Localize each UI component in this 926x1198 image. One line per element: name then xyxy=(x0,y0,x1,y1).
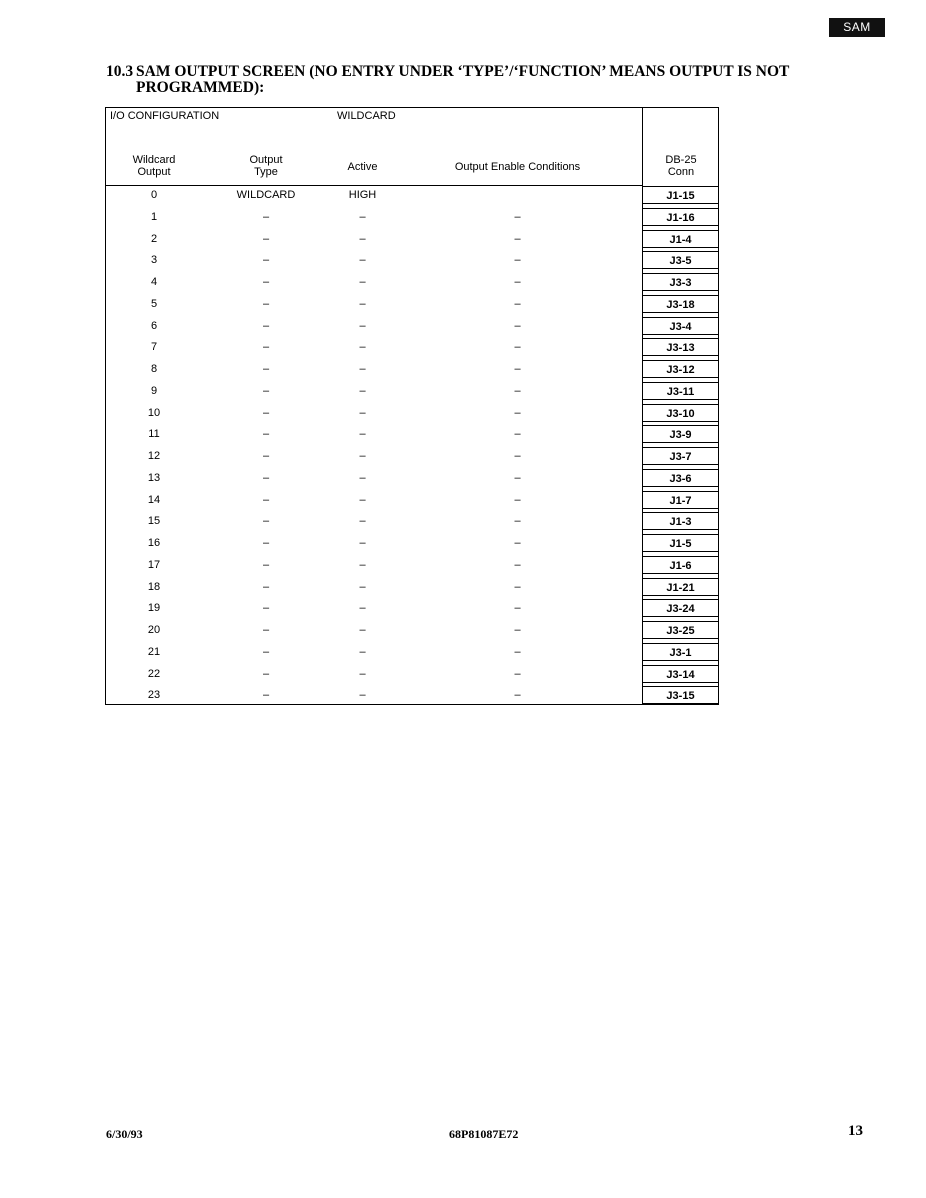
row-output-number: 4 xyxy=(150,276,158,288)
row-output-number: 16 xyxy=(147,537,161,549)
row-output-number: 12 xyxy=(147,450,161,462)
row-output-type: – xyxy=(262,580,270,593)
row-output-type: – xyxy=(262,645,270,658)
row-output-number: 8 xyxy=(150,363,158,375)
col-header-type-line2: Type xyxy=(254,166,278,178)
row-output-type: – xyxy=(262,341,270,354)
row-active-level: – xyxy=(359,493,366,506)
row-output-type: – xyxy=(262,624,270,636)
table-row xyxy=(105,406,719,428)
row-output-type: – xyxy=(262,406,270,419)
row-db25-connector: J3-7 xyxy=(642,447,719,465)
row-active-level: – xyxy=(359,515,366,528)
row-output-number: 13 xyxy=(147,471,161,484)
row-output-number: 17 xyxy=(147,558,161,571)
row-active-level: – xyxy=(359,537,366,549)
row-enable-conditions: – xyxy=(514,384,521,397)
col-header-type xyxy=(220,154,312,178)
row-db25-connector: J1-7 xyxy=(642,491,719,509)
row-active-level: – xyxy=(359,319,366,332)
section-number: 10.3 xyxy=(106,63,134,80)
table-row xyxy=(105,384,719,406)
row-db25-connector: J3-12 xyxy=(642,360,719,378)
row-db25-connector: J3-9 xyxy=(642,425,719,443)
row-enable-conditions: – xyxy=(514,254,521,267)
row-enable-conditions: – xyxy=(514,689,521,702)
row-active-level: – xyxy=(359,406,366,419)
row-active-level: – xyxy=(359,232,366,245)
row-output-number: 7 xyxy=(150,341,158,354)
col-header-conn-line1: DB-25 xyxy=(665,154,697,166)
table-row xyxy=(105,210,719,232)
row-active-level: – xyxy=(359,363,366,375)
row-output-number: 22 xyxy=(147,667,161,680)
row-output-type: – xyxy=(262,493,270,506)
row-output-number: 11 xyxy=(148,428,160,441)
table-row xyxy=(105,580,719,602)
row-db25-connector: J3-1 xyxy=(642,643,719,661)
page-number: 13 xyxy=(848,1123,863,1139)
row-output-number: 3 xyxy=(150,254,158,267)
row-enable-conditions: – xyxy=(514,580,521,593)
row-enable-conditions: – xyxy=(514,319,521,332)
row-enable-conditions: – xyxy=(514,558,521,571)
table-row xyxy=(105,645,719,667)
footer-doc-number: 68P81087E72 xyxy=(449,1127,519,1141)
row-output-number: 5 xyxy=(150,297,158,310)
row-output-type: – xyxy=(262,450,270,462)
row-output-type: – xyxy=(262,232,270,245)
table-row xyxy=(105,188,719,210)
row-db25-connector: J1-3 xyxy=(642,512,719,530)
table-row xyxy=(105,275,719,297)
row-output-number: 10 xyxy=(147,406,161,419)
row-enable-conditions: – xyxy=(514,297,521,310)
row-active-level: – xyxy=(359,450,366,462)
row-output-type: – xyxy=(262,602,270,615)
table-row xyxy=(105,667,719,689)
row-enable-conditions: – xyxy=(514,406,521,419)
row-active-level: – xyxy=(359,297,366,310)
header-rule xyxy=(105,185,643,186)
table-row xyxy=(105,253,719,275)
col-header-conn-line2: Conn xyxy=(667,166,695,178)
col-header-conditions: Output Enable Conditions xyxy=(454,161,581,173)
table-row xyxy=(105,362,719,384)
io-config-value: WILDCARD xyxy=(337,110,396,122)
row-output-type: – xyxy=(262,276,270,288)
row-db25-connector: J1-6 xyxy=(642,556,719,574)
table-row xyxy=(105,297,719,319)
table-row xyxy=(105,536,719,558)
row-output-type: WILDCARD xyxy=(236,189,296,201)
row-db25-connector: J3-14 xyxy=(642,665,719,683)
row-active-level: – xyxy=(359,471,366,484)
row-enable-conditions: – xyxy=(514,602,521,615)
table-row xyxy=(105,623,719,645)
row-db25-connector: J3-5 xyxy=(642,251,719,269)
row-active-level: – xyxy=(359,667,366,680)
row-enable-conditions: – xyxy=(514,341,521,354)
row-active-level: – xyxy=(359,558,366,571)
row-db25-connector: J1-15 xyxy=(642,186,719,204)
row-enable-conditions: – xyxy=(514,537,521,549)
row-output-number: 2 xyxy=(150,232,158,245)
row-enable-conditions: – xyxy=(514,624,521,636)
heading-line-2: PROGRAMMED): xyxy=(136,79,265,96)
table-row xyxy=(105,232,719,254)
row-output-type: – xyxy=(262,667,270,680)
row-output-number: 1 xyxy=(150,210,158,223)
row-output-number: 21 xyxy=(147,645,161,658)
row-active-level: – xyxy=(359,580,366,593)
heading-text-1: SAM OUTPUT SCREEN (NO ENTRY UNDER ‘TYPE’/‘FUNCTION’ MEANS OUTPUT IS NOT xyxy=(136,63,790,80)
row-output-type: – xyxy=(262,297,270,310)
row-output-type: – xyxy=(262,558,270,571)
row-enable-conditions: – xyxy=(514,493,521,506)
table-row xyxy=(105,514,719,536)
row-output-number: 9 xyxy=(150,384,158,397)
row-enable-conditions: – xyxy=(514,471,521,484)
table-row xyxy=(105,449,719,471)
col-header-conn xyxy=(643,154,719,178)
row-output-type: – xyxy=(262,537,270,549)
row-active-level: – xyxy=(359,689,366,702)
row-db25-connector: J3-10 xyxy=(642,404,719,422)
row-output-number: 6 xyxy=(150,319,158,332)
row-enable-conditions: – xyxy=(514,515,521,528)
row-db25-connector: J3-24 xyxy=(642,599,719,617)
table-row xyxy=(105,601,719,623)
col-header-output-line1: Wildcard xyxy=(132,154,176,166)
section-heading xyxy=(106,64,806,96)
row-active-level: – xyxy=(359,645,366,658)
row-enable-conditions: – xyxy=(514,210,521,223)
row-db25-connector: J3-11 xyxy=(642,382,719,400)
row-active-level: – xyxy=(359,210,366,223)
row-enable-conditions: – xyxy=(514,667,521,680)
row-db25-connector: J3-15 xyxy=(642,686,719,704)
table-row xyxy=(105,493,719,515)
row-enable-conditions: – xyxy=(514,276,521,288)
heading-line-1 xyxy=(106,64,806,80)
row-output-type: – xyxy=(262,254,270,267)
row-output-number: 18 xyxy=(147,580,161,593)
row-output-number: 14 xyxy=(147,493,161,506)
table-row xyxy=(105,471,719,493)
row-active-level: – xyxy=(359,254,366,267)
row-active-level: – xyxy=(359,276,366,288)
row-output-number: 0 xyxy=(150,189,158,201)
table-row xyxy=(105,558,719,580)
row-active-level: HIGH xyxy=(348,189,377,201)
footer-date: 6/30/93 xyxy=(106,1127,143,1141)
row-enable-conditions: – xyxy=(514,232,521,245)
col-header-active: Active xyxy=(347,161,378,173)
row-db25-connector: J3-25 xyxy=(642,621,719,639)
table-row xyxy=(105,427,719,449)
row-db25-connector: J3-13 xyxy=(642,338,719,356)
row-db25-connector: J1-5 xyxy=(642,534,719,552)
col-header-output-line2: Output xyxy=(137,166,171,178)
row-output-number: 20 xyxy=(147,624,161,636)
row-output-type: – xyxy=(262,319,270,332)
row-output-number: 15 xyxy=(147,515,161,528)
row-db25-connector: J3-6 xyxy=(642,469,719,487)
row-db25-connector: J3-18 xyxy=(642,295,719,313)
row-enable-conditions: – xyxy=(514,428,521,441)
row-output-type: – xyxy=(262,428,270,441)
row-active-level: – xyxy=(359,384,366,397)
row-db25-connector: J3-3 xyxy=(642,273,719,291)
col-header-output xyxy=(105,154,203,178)
row-active-level: – xyxy=(359,341,366,354)
section-badge: SAM xyxy=(829,18,885,37)
table-row xyxy=(105,319,719,341)
row-db25-connector: J1-16 xyxy=(642,208,719,226)
row-output-type: – xyxy=(262,471,270,484)
row-active-level: – xyxy=(359,428,366,441)
row-active-level: – xyxy=(359,602,366,615)
row-enable-conditions: – xyxy=(514,645,521,658)
table-row xyxy=(105,688,719,710)
col-header-type-line1: Output xyxy=(249,154,283,166)
row-output-type: – xyxy=(262,210,270,223)
io-config-label: I/O CONFIGURATION xyxy=(110,110,220,122)
row-output-type: – xyxy=(262,515,270,528)
table-row xyxy=(105,340,719,362)
row-active-level: – xyxy=(359,624,366,636)
row-output-type: – xyxy=(262,689,270,702)
row-output-number: 19 xyxy=(147,602,161,615)
row-output-type: – xyxy=(262,384,270,397)
row-output-type: – xyxy=(262,363,270,375)
row-db25-connector: J3-4 xyxy=(642,317,719,335)
row-db25-connector: J1-21 xyxy=(642,578,719,596)
row-db25-connector: J1-4 xyxy=(642,230,719,248)
row-enable-conditions: – xyxy=(514,363,521,375)
row-output-number: 23 xyxy=(147,689,161,702)
row-enable-conditions: – xyxy=(514,450,521,462)
